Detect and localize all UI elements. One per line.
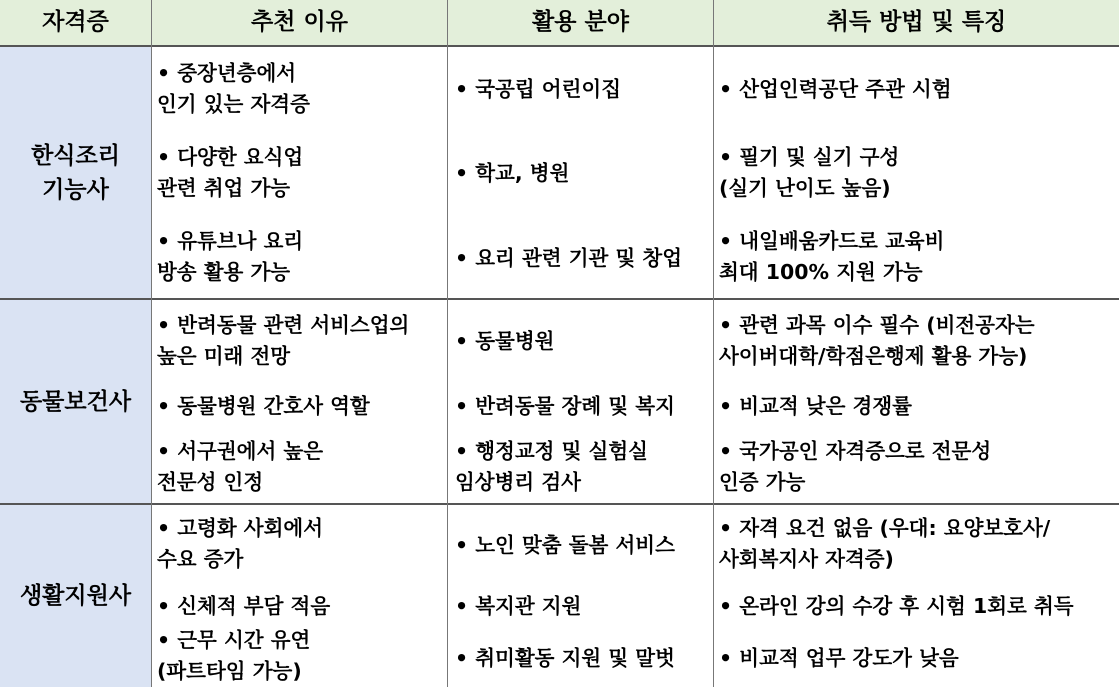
field-cell: • 학교, 병원: [455, 161, 570, 185]
reason-cell: • 다양한 요식업 관련 취업 가능: [157, 145, 304, 200]
header-reason: 추천 이유: [251, 9, 348, 35]
group-divider: [0, 298, 1119, 300]
method-cell: • 비교적 업무 강도가 낮음: [719, 646, 959, 670]
reason-cell: • 중장년층에서 인기 있는 자격증: [157, 61, 310, 116]
field-cell: • 행정교정 및 실험실 임상병리 검사: [455, 439, 648, 494]
reason-cell: • 동물병원 간호사 역할: [157, 394, 370, 418]
column-divider: [713, 0, 714, 687]
group-name-line: 동물보건사: [19, 388, 132, 415]
column-divider: [151, 0, 152, 687]
field-cell: • 국공립 어린이집: [455, 77, 621, 101]
group-name-line: 기능사: [42, 176, 109, 203]
reason-cell: • 근무 시간 유연 (파트타임 가능): [157, 628, 311, 683]
method-cell: • 필기 및 실기 구성 (실기 난이도 높음): [719, 145, 900, 200]
method-cell: • 산업인력공단 주관 시험: [719, 77, 952, 101]
group-divider: [0, 503, 1119, 505]
field-cell: • 노인 맞춤 돌봄 서비스: [455, 533, 675, 557]
header-field: 활용 분야: [532, 9, 629, 35]
field-cell: • 요리 관련 기관 및 창업: [455, 246, 683, 270]
group-name-line: 생활지원사: [19, 583, 132, 609]
header-method: 취득 방법 및 특징: [826, 9, 1007, 35]
field-cell: • 반려동물 장례 및 복지: [455, 394, 675, 418]
method-cell: • 관련 과목 이수 필수 (비전공자는 사이버대학/학점은행제 활용 가능): [719, 313, 1035, 368]
reason-cell: • 반려동물 관련 서비스업의 높은 미래 전망: [157, 313, 410, 368]
header-certificate: 자격증: [42, 9, 109, 35]
group-label: [0, 300, 151, 503]
reason-cell: • 신체적 부담 적음: [157, 594, 331, 618]
method-cell: • 비교적 낮은 경쟁률: [719, 394, 912, 418]
field-cell: • 복지관 지원: [455, 594, 582, 618]
group-name-line: 한식조리: [31, 142, 120, 169]
field-cell: • 동물병원: [455, 329, 555, 353]
group-label: [0, 505, 151, 687]
method-cell: • 자격 요건 없음 (우대: 요양보호사/ 사회복지사 자격증): [719, 516, 1051, 571]
reason-cell: • 유튜브나 요리 방송 활용 가능: [157, 229, 304, 284]
method-cell: • 국가공인 자격증으로 전문성 인증 가능: [719, 439, 992, 494]
method-cell: • 내일배움카드로 교육비 최대 100% 지원 가능: [719, 229, 945, 284]
method-cell: • 온라인 강의 수강 후 시험 1회로 취득: [719, 594, 1074, 618]
group-label: [0, 47, 151, 298]
reason-cell: • 고령화 사회에서 수요 증가: [157, 516, 323, 571]
column-divider: [447, 0, 448, 687]
table-header: [0, 0, 1119, 47]
field-cell: • 취미활동 지원 및 말벗: [455, 646, 675, 670]
reason-cell: • 서구권에서 높은 전문성 인정: [157, 439, 323, 494]
